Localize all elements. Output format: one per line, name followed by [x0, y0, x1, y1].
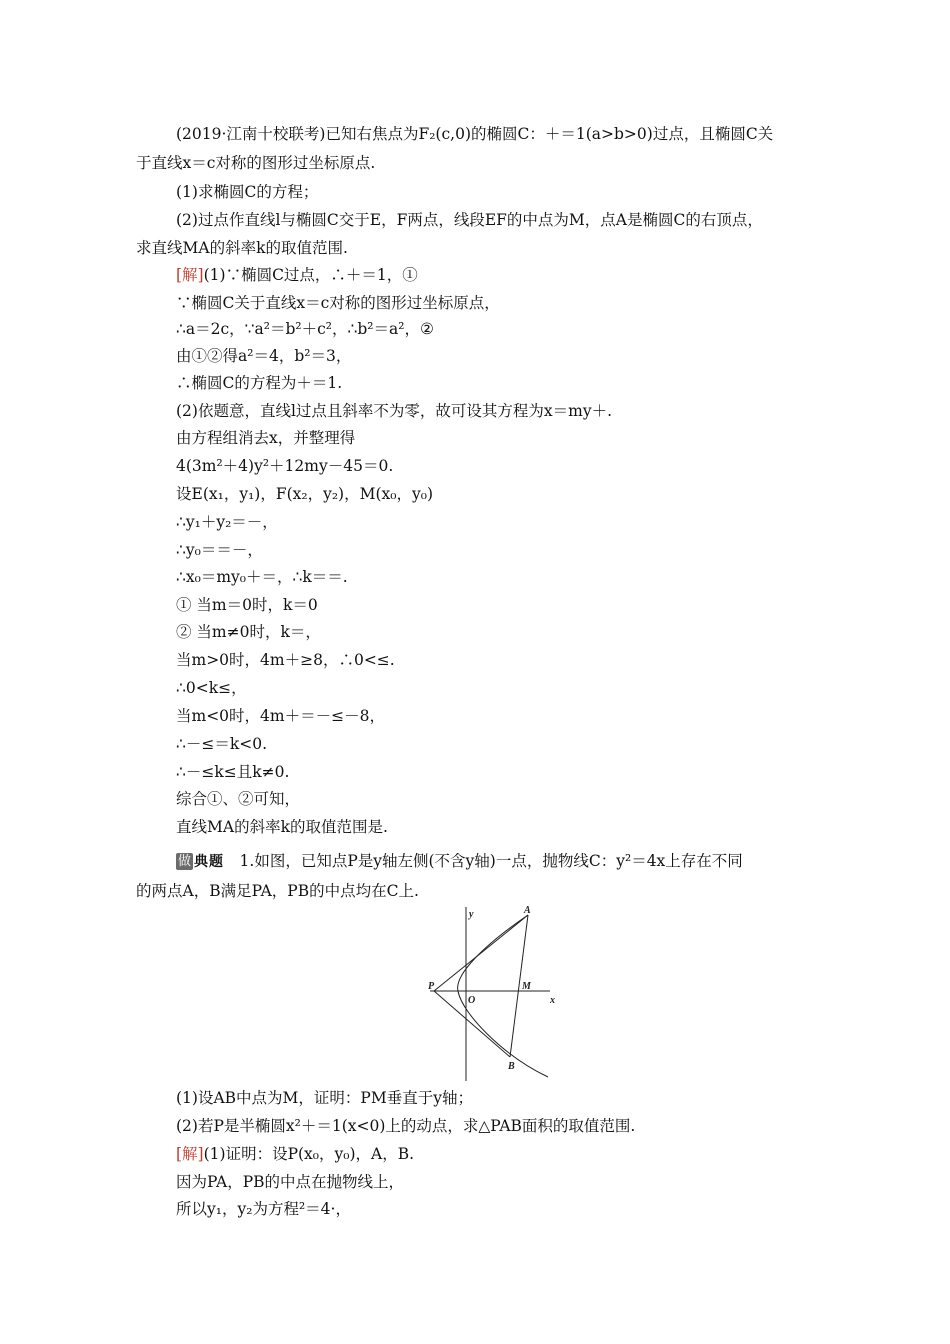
- solution-tag: [解]: [176, 266, 204, 284]
- solution2-line2: 因为PA，PB的中点在抛物线上，: [176, 1173, 405, 1191]
- solution1-line8: 4(3m²＋4)y²＋12my－45＝0.: [176, 457, 394, 475]
- label-o: O: [468, 995, 476, 1006]
- solution1-line10: ∴y₁＋y₂＝－，: [176, 513, 278, 531]
- label-a: A: [524, 905, 531, 916]
- badge-label: 典题: [194, 854, 225, 870]
- problem2-q1: (1)设AB中点为M，证明：PM垂直于y轴；: [176, 1089, 473, 1107]
- label-p: P: [428, 981, 435, 992]
- label-x: x: [550, 995, 555, 1006]
- problem1-q2-line2: 求直线MA的斜率k的取值范围.: [136, 239, 348, 257]
- segment-pa: [434, 915, 528, 991]
- solution1-line7: 由方程组消去x，并整理得: [176, 429, 356, 447]
- problem1-q1: (1)求椭圆C的方程；: [176, 183, 319, 201]
- solution1-line6: (2)依题意，直线l过点且斜率不为零，故可设其方程为x＝my＋.: [176, 402, 613, 420]
- problem1-line1: (2019·江南十校联考)已知右焦点为F₂(c,0)的椭圆C：＋＝1(a>b>0)过点，且椭圆C关: [176, 125, 774, 143]
- solution2-line3: 所以y₁，y₂为方程²＝4·，: [176, 1200, 351, 1218]
- problem1-line2: 于直线x＝c对称的图形过坐标原点.: [136, 154, 376, 172]
- solution1-line1: [解](1)∵椭圆C过点，∴＋＝1，①: [176, 266, 418, 284]
- solution1-line13: ① 当m＝0时，k＝0: [176, 596, 318, 614]
- solution1-line19: ∴－≤k≤且k≠0.: [176, 763, 290, 781]
- label-y: y: [469, 909, 474, 920]
- solution1-line18: ∴－≤＝k<0.: [176, 735, 268, 753]
- problem2-line1: 做 典题 1.如图，已知点P是y轴左侧(不含y轴)一点，抛物线C：y²＝4x上存在不同: [178, 852, 743, 870]
- badge-icon: 做: [178, 854, 192, 869]
- solution1-line21: 直线MA的斜率k的取值范围是.: [176, 818, 388, 836]
- problem1-q2-line1: (2)过点作直线l与椭圆C交于E，F两点，线段EF的中点为M，点A是椭圆C的右顶点，: [176, 211, 763, 229]
- solution1-line3: ∴a＝2c，∵a²＝b²＋c²，∴b²＝a²，②: [176, 320, 434, 338]
- label-m: M: [522, 981, 531, 992]
- label-b: B: [508, 1061, 515, 1072]
- solution1-line11: ∴y₀＝＝－，: [176, 541, 263, 559]
- solution1-line15: 当m>0时，4m＋≥8，∴0<≤.: [176, 651, 395, 669]
- solution1-line9: 设E(x₁，y₁)，F(x₂，y₂)，M(x₀，y₀): [176, 485, 433, 503]
- solution2-line1: [解](1)证明：设P(x₀，y₀)，A，B.: [176, 1145, 415, 1163]
- solution1-line14: ② 当m≠0时，k＝，: [176, 623, 321, 641]
- solution1-line16: ∴0<k≤，: [176, 679, 247, 697]
- problem2-line2: 的两点A，B满足PA，PB的中点均在C上.: [136, 882, 419, 900]
- parabola-figure: [424, 905, 560, 1083]
- solution1-line20: 综合①、②可知，: [176, 790, 301, 808]
- solution1-line12: ∴x₀＝my₀＋＝，∴k＝＝.: [176, 568, 348, 586]
- solution1-line5: ∴椭圆C的方程为＋＝1.: [176, 374, 343, 392]
- solution1-line17: 当m<0时，4m＋＝－≤－8，: [176, 707, 385, 725]
- solution1-line4: 由①②得a²＝4，b²＝3，: [176, 347, 352, 365]
- solution-tag: [解]: [176, 1145, 204, 1163]
- problem2-q2: (2)若P是半椭圆x²＋＝1(x<0)上的动点，求△PAB面积的取值范围.: [176, 1117, 636, 1135]
- solution1-line2: ∵椭圆C关于直线x＝c对称的图形过坐标原点，: [176, 294, 500, 312]
